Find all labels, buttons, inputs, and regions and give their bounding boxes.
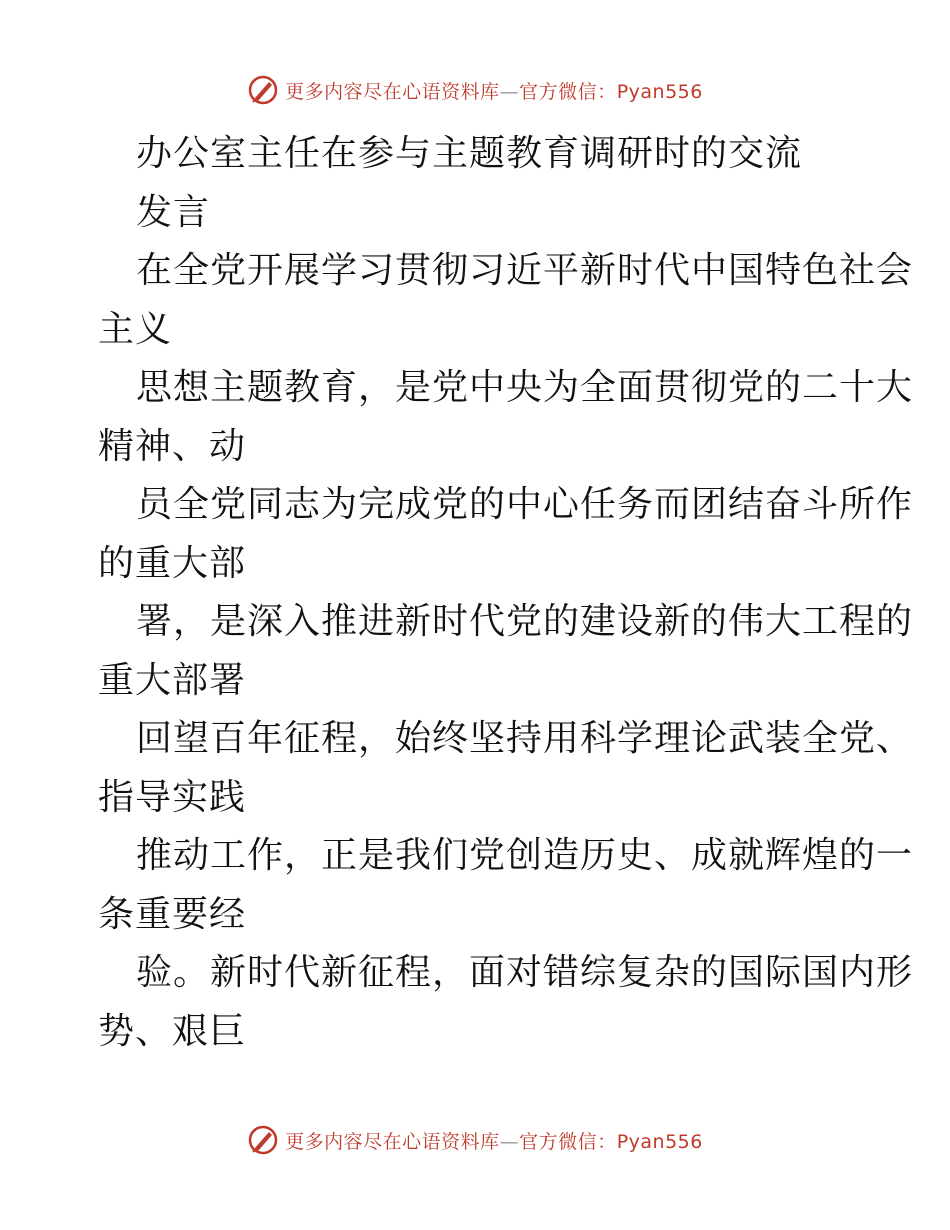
paragraph-line: 指导实践 <box>98 776 247 818</box>
footer-banner <box>0 1120 950 1160</box>
title-line-2: 发言 <box>136 191 211 233</box>
paragraph-line: 推动工作，正是我们党创造历史、成就辉煌的一 <box>136 835 914 876</box>
banner-text <box>285 1127 703 1154</box>
paragraph-line: 主义 <box>98 308 173 350</box>
banner-dash: — <box>499 80 520 103</box>
paragraph-line: 精神、动 <box>98 425 247 467</box>
paragraph-line: 的重大部 <box>98 542 247 584</box>
banner-wechat-id: Pyan556 <box>616 1130 703 1153</box>
paragraph-line: 员全党同志为完成党的中心任务而团结奋斗所作 <box>136 484 914 525</box>
paragraph-line: 回望百年征程，始终坚持用科学理论武装全党、 <box>136 718 914 759</box>
paragraph-line: 势、艰巨 <box>98 1010 247 1052</box>
quill-pen-logo-icon <box>247 74 279 106</box>
paragraph-line: 重大部署 <box>98 659 247 701</box>
paragraph-line: 署，是深入推进新时代党的建设新的伟大工程的 <box>136 601 914 642</box>
banner-wechat-id: Pyan556 <box>616 80 703 103</box>
banner-dash: — <box>499 1130 520 1153</box>
header-banner <box>0 70 950 110</box>
banner-wechat-label: 官方微信： <box>519 1130 617 1153</box>
paragraph-line: 思想主题教育，是党中央为全面贯彻党的二十大 <box>136 367 914 408</box>
quill-pen-logo-icon <box>247 1124 279 1156</box>
title-line-1: 办公室主任在参与主题教育调研时的交流 <box>136 133 803 174</box>
paragraph-line: 条重要经 <box>98 893 247 935</box>
banner-main-text: 更多内容尽在心语资料库 <box>285 1130 500 1153</box>
banner-main-text: 更多内容尽在心语资料库 <box>285 80 500 103</box>
banner-wechat-label: 官方微信： <box>519 80 617 103</box>
paragraph-line: 验。新时代新征程，面对错综复杂的国际国内形 <box>136 952 914 993</box>
document-body <box>98 125 914 1061</box>
paragraph-line: 在全党开展学习贯彻习近平新时代中国特色社会 <box>136 250 914 291</box>
banner-text <box>285 77 703 104</box>
